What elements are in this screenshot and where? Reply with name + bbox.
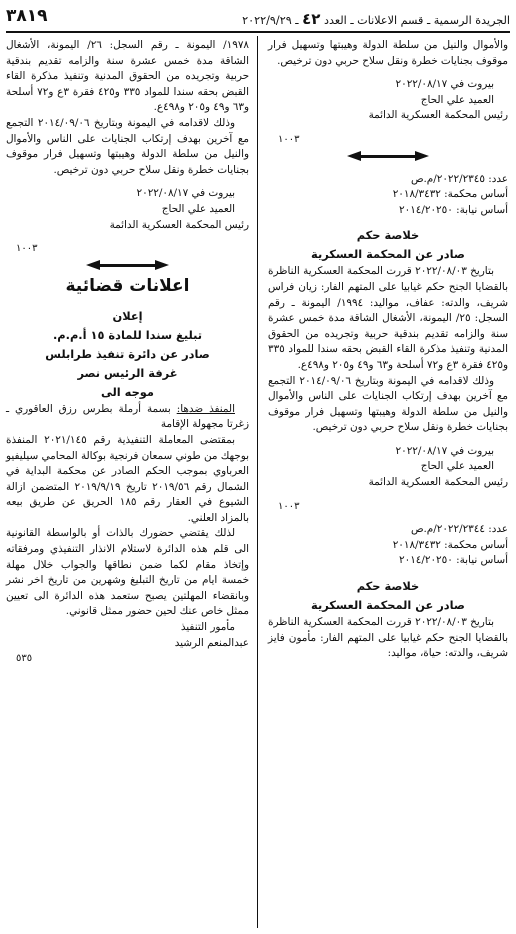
officer-name: عبدالمنعم الرشيد (174, 636, 249, 649)
section-title: اعلانات قضائية (65, 275, 190, 296)
notice-body: لذلك يقتضي حضورك بالذات أو بالواسطة القانونية الى قلم هذه الدائرة لاستلام الانذار التنفيذي ومرفقاته وإتخاذ مقام لكما ضمن نطاقها والجواب خلال مهلة خمسة ايام من تاريخ التبليغ وشهرين من تاريخ اخر نشر وبانقضاء المهلتين يصبح ستعمد هذه الدائرة الى تعيين ممثل خاص عنك لحين حضور ممثل قانوني. (6, 527, 249, 618)
notice-line: موجه الى (101, 384, 154, 399)
signer-title: رئيس المحكمة العسكرية الدائمة (109, 218, 249, 231)
column-divider (257, 36, 258, 928)
signer-name: العميد علي الحاج (420, 460, 494, 473)
court-base: أساس محكمة: ٢٠١٨/٣٤٣٢ (392, 538, 508, 551)
summary-subheading: صادر عن المحكمة العسكرية (311, 247, 465, 262)
header-rule (6, 31, 510, 33)
ruling-text: بتاريخ ٢٠٢٢/٠٨/٠٣ قررت المحكمة العسكرية الناظرة بالقضايا الجنح حكم غيابيا على المتهم الفار: زيان فراس شريف، والدته: عفاف، مواليد: ١٩٩٤/ اليمونة ـ رقم السجل: ٢٥/ اليمونة، الأشغال الشاقة مدة خمس عشرة سنة والزامه تقديم بندقية حربية وتجريده من الحقوق المدنية وتنفيذ مذكرة القاء القبض بحقه سندا للمواد ٣٣٥ و٤٢٥ فقرة ٣ع و٧٢ أسلحة و٦٣ و٤٩ و٢٠٥ و٤٩٨ع. (268, 265, 508, 371)
place-date: بيروت في ٢٠٢٢/٠٨/١٧ (136, 187, 235, 200)
notice-heading: إعلان (112, 308, 143, 323)
notice-number: ١٠٠٣ (278, 500, 300, 512)
notice-line: غرفة الرئيس نصر (77, 365, 178, 380)
signer-name: العميد علي الحاج (161, 202, 235, 215)
notice-number: ١٠٠٣ (278, 133, 300, 145)
ruling-text: بتاريخ ٢٠٢٢/٠٨/٠٣ قررت المحكمة العسكرية الناظرة بالقضايا الجنح حكم غيابيا على المتهم الفار: مأمون فايز شريف، والدته: حياة، مواليد: (268, 616, 508, 660)
separator-ornament (268, 148, 508, 164)
prosecution-base: أساس نيابة: ٢٠١٤/٢٠٢٥٠ (399, 203, 508, 216)
court-base: أساس محكمة: ٢٠١٨/٣٤٣٢ (392, 188, 508, 201)
prosecution-base: أساس نيابة: ٢٠١٤/٢٠٢٥٠ (399, 554, 508, 567)
notice-body: بمقتضى المعاملة التنفيذية رقم ٢٠٢١/١٤٥ المنفذة بوجهك من طوني سمعان فرنجية بوكالة المحامي سيليفيو العرباوي بموجب الحكم الصادر عن محكمة البداية في الشمال رقم ٢٠١٩/٥٦ تاريخ ٢٠١٩/٩/١٩ المتضمن ازالة الشيوع في العقار رقم ١٨٥ الحريق عن طريق بيعه بالمزاد العلني. (6, 433, 249, 524)
notice-number: ٥٣٥ (16, 653, 33, 665)
issue-number: ٤٢ (302, 10, 321, 28)
signer-title: رئيس المحكمة العسكرية الدائمة (368, 109, 508, 122)
place-date: بيروت في ٢٠٢٢/٠٨/١٧ (395, 444, 494, 457)
addressee-text: بسمة أرملة بطرس رزق العاقوري ـ زغرتا مجهولة الإقامة (6, 402, 249, 431)
officer-title: مأمور التنفيذ (180, 621, 235, 634)
page-number: ٣٨١٩ (6, 6, 48, 26)
summary-heading: خلاصة حكم (356, 579, 420, 594)
issue-date: ـ ٢٠٢٢/٩/٢٩ (242, 14, 299, 27)
summary-subheading: صادر عن المحكمة العسكرية (311, 598, 465, 613)
place-date: بيروت في ٢٠٢٢/٠٨/١٧ (395, 78, 494, 91)
notice-line: صادر عن دائرة تنفيذ طرابلس (45, 346, 210, 361)
signer-title: رئيس المحكمة العسكرية الدائمة (368, 476, 508, 489)
ruling-text: وذلك لاقدامه في اليمونة وبتاريخ ٢٠١٤/٠٩/٠٦ التجمع مع آخرين بهدف إرتكاب الجنايات على الناس والأموال والنيل من سلطة الدولة وهيبتها وتسهيل فرار موقوف بجنايات خطرة ونقل سلاح حربي دون ترخيص. (6, 116, 249, 176)
signer-name: العميد علي الحاج (420, 93, 494, 106)
ruling-text: ١٩٧٨/ اليمونة ـ رقم السجل: ٢٦/ اليمونة، الأشغال الشاقة مدة خمس عشرة سنة والزامه تقديم بندقية حربية وتجريده من الحقوق المدنية وتنفيذ مذكرة القاء القبض بحقه سندا للمواد ٣٣٥ و٤٢٥ فقرة ٣ع و٧٢ أسلحة و٦٣ و٤٩ و٢٠٥ و٤٩٨ع. (6, 39, 249, 114)
reference-number: عدد: ٢٠٢٢/٢٣٤٤/م.ص (410, 523, 508, 536)
left-column (6, 38, 249, 667)
addressee (6, 402, 249, 433)
ruling-text: والأموال والنيل من سلطة الدولة وهيبتها وتسهيل فرار موقوف بجنايات خطرة ونقل سلاح حربي دون ترخيص. (268, 39, 508, 67)
reference-number: عدد: ٢٠٢٢/٢٣٤٥/م.ص (410, 172, 508, 185)
ruling-text: وذلك لاقدامه في اليمونة وبتاريخ ٢٠١٤/٠٩/٠٦ التجمع مع آخرين بهدف إرتكاب الجنايات على الناس والأموال والنيل من سلطة الدولة وهيبتها وتسهيل فرار موقوف بجنايات خطرة ونقل سلاح حربي دون ترخيص. (268, 374, 508, 434)
gazette-title-text: الجريدة الرسمية ـ قسم الاعلانات ـ العدد (324, 14, 510, 27)
addressee-label: المنفذ ضدها: (176, 402, 235, 415)
notice-number: ١٠٠٣ (16, 243, 38, 255)
separator-ornament (6, 257, 249, 273)
page-header (6, 6, 510, 30)
notice-line: تبليغ سندا للمادة ١٥ أ.م.م. (52, 327, 203, 342)
gazette-title (242, 10, 510, 28)
right-column (268, 38, 508, 662)
summary-heading: خلاصة حكم (356, 228, 420, 243)
